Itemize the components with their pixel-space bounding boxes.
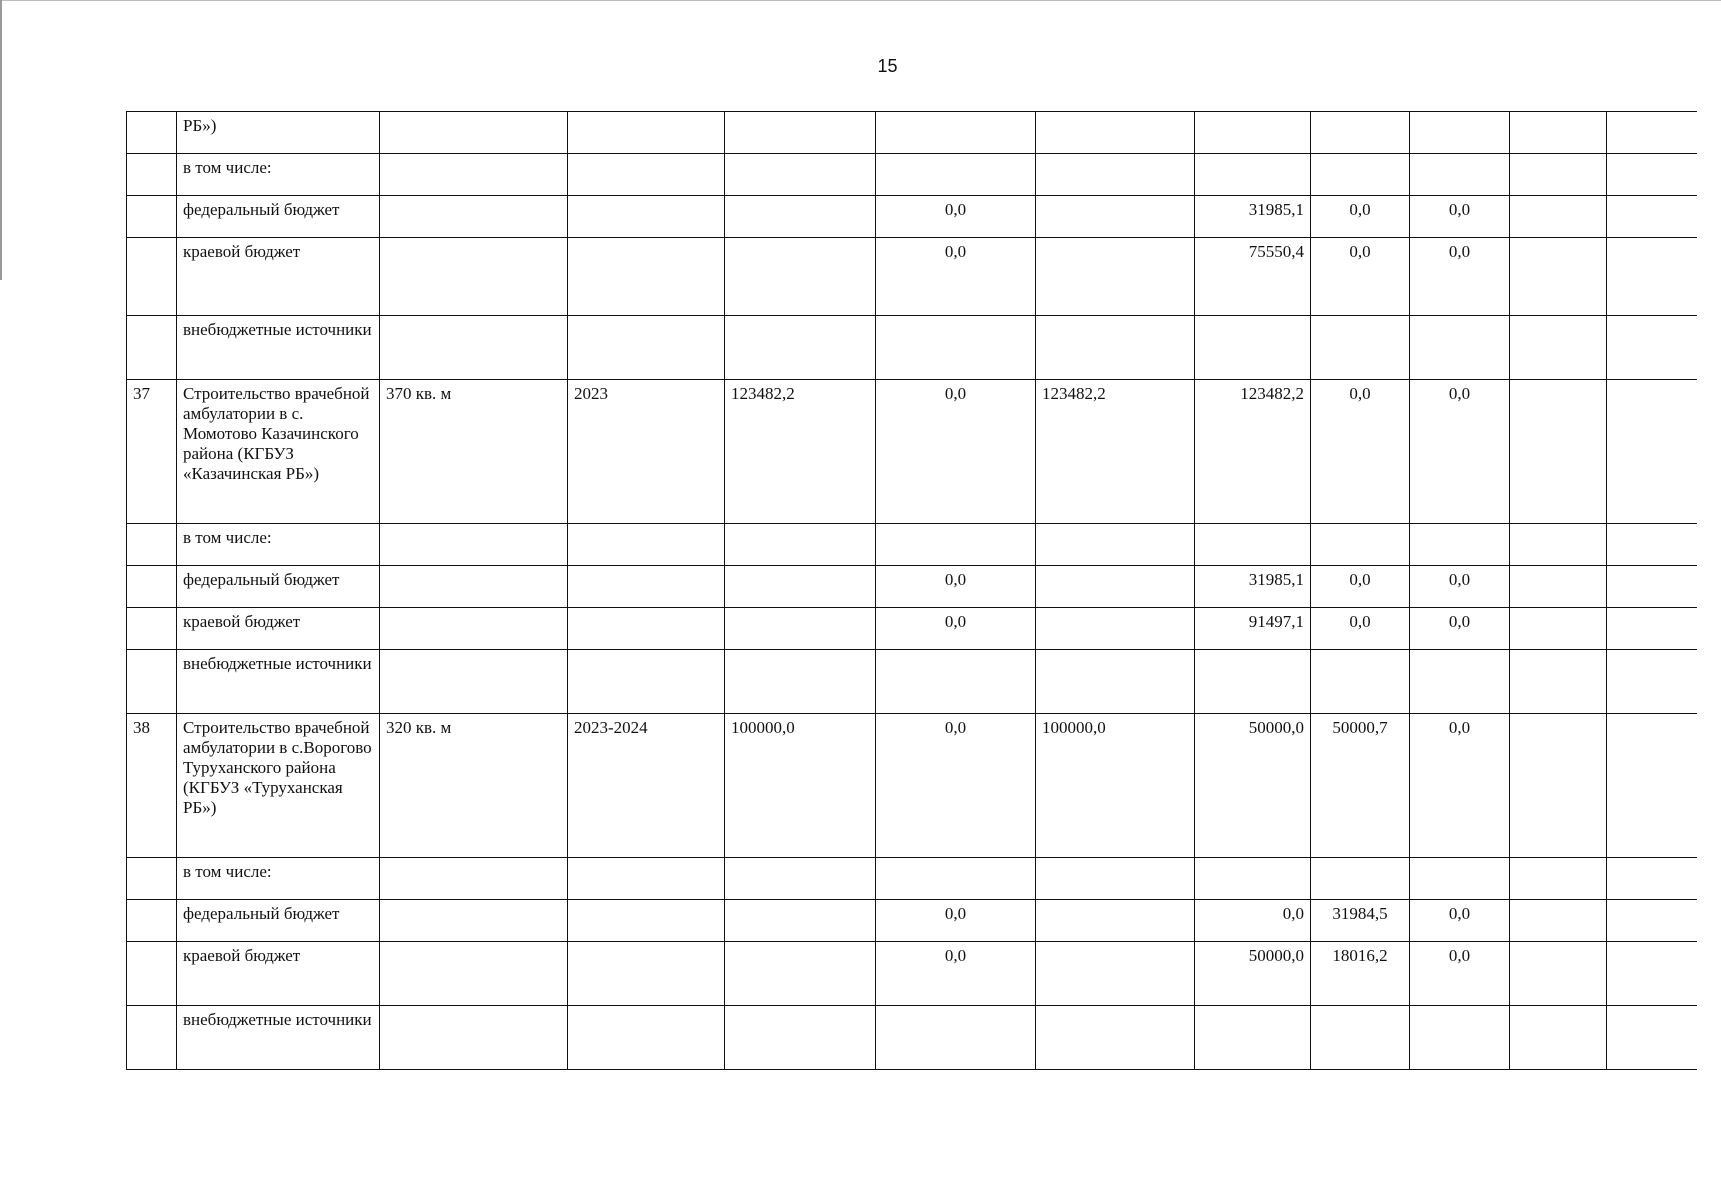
capacity-cell <box>380 524 568 566</box>
empty-cell <box>1510 608 1607 650</box>
funding-cell <box>1410 858 1510 900</box>
capacity-cell <box>380 1006 568 1070</box>
funding-cell <box>1311 154 1410 196</box>
row-number-cell <box>127 650 177 714</box>
period-cell: 2023-2024 <box>568 714 725 858</box>
funding-cell: 0,0 <box>1311 196 1410 238</box>
row-number-cell <box>127 858 177 900</box>
cost-cell <box>725 650 876 714</box>
funding-cell: 0,0 <box>1195 900 1311 942</box>
capacity-cell: 320 кв. м <box>380 714 568 858</box>
funding-cell: 31985,1 <box>1195 566 1311 608</box>
funding-cell <box>876 112 1036 154</box>
period-cell <box>568 238 725 316</box>
empty-cell <box>1607 196 1697 238</box>
row-number-cell <box>127 238 177 316</box>
empty-cell <box>1510 380 1607 524</box>
empty-cell <box>1510 900 1607 942</box>
cost-cell <box>725 524 876 566</box>
item-name-cell: внебюджетные источники <box>177 650 380 714</box>
row-number-cell: 37 <box>127 380 177 524</box>
funding-cell <box>1410 154 1510 196</box>
funding-cell <box>1036 196 1195 238</box>
capacity-cell <box>380 942 568 1006</box>
cost-cell <box>725 608 876 650</box>
scan-edge-left <box>0 0 2 280</box>
table-row <box>127 1006 1697 1070</box>
empty-cell <box>1510 714 1607 858</box>
funding-cell <box>1195 524 1311 566</box>
table-row <box>127 714 1697 858</box>
empty-cell <box>1607 900 1697 942</box>
table-row <box>127 380 1697 524</box>
funding-cell: 0,0 <box>1410 714 1510 858</box>
cost-cell <box>725 566 876 608</box>
funding-cell: 0,0 <box>876 942 1036 1006</box>
period-cell <box>568 858 725 900</box>
capacity-cell <box>380 566 568 608</box>
funding-cell <box>1036 566 1195 608</box>
capacity-cell <box>380 608 568 650</box>
capacity-cell <box>380 196 568 238</box>
empty-cell <box>1607 238 1697 316</box>
table-row <box>127 858 1697 900</box>
funding-cell: 0,0 <box>1311 238 1410 316</box>
funding-cell: 0,0 <box>1410 608 1510 650</box>
table-row <box>127 566 1697 608</box>
item-name-cell: федеральный бюджет <box>177 900 380 942</box>
item-name-cell: в том числе: <box>177 524 380 566</box>
table-row <box>127 238 1697 316</box>
cost-cell: 100000,0 <box>725 714 876 858</box>
funding-cell <box>1410 1006 1510 1070</box>
row-number-cell <box>127 316 177 380</box>
funding-cell <box>1410 524 1510 566</box>
empty-cell <box>1510 566 1607 608</box>
cost-cell: 123482,2 <box>725 380 876 524</box>
funding-cell <box>1410 650 1510 714</box>
table-row <box>127 154 1697 196</box>
empty-cell <box>1510 112 1607 154</box>
funding-cell <box>1410 316 1510 380</box>
table-row <box>127 942 1697 1006</box>
period-cell <box>568 154 725 196</box>
row-number-cell <box>127 196 177 238</box>
empty-cell <box>1607 112 1697 154</box>
item-name-cell: федеральный бюджет <box>177 566 380 608</box>
funding-cell: 91497,1 <box>1195 608 1311 650</box>
funding-cell: 100000,0 <box>1036 714 1195 858</box>
empty-cell <box>1510 524 1607 566</box>
item-name-cell: краевой бюджет <box>177 608 380 650</box>
item-name-cell: РБ») <box>177 112 380 154</box>
funding-cell <box>1311 858 1410 900</box>
funding-cell: 0,0 <box>876 566 1036 608</box>
funding-cell: 50000,0 <box>1195 942 1311 1006</box>
period-cell: 2023 <box>568 380 725 524</box>
empty-cell <box>1510 942 1607 1006</box>
funding-cell: 0,0 <box>876 608 1036 650</box>
funding-cell <box>1311 650 1410 714</box>
empty-cell <box>1510 154 1607 196</box>
row-number-cell <box>127 112 177 154</box>
table-row <box>127 112 1697 154</box>
funding-cell: 50000,0 <box>1195 714 1311 858</box>
funding-cell: 0,0 <box>1311 608 1410 650</box>
funding-cell: 0,0 <box>1311 380 1410 524</box>
row-number-cell <box>127 566 177 608</box>
funding-cell: 0,0 <box>876 196 1036 238</box>
funding-cell: 50000,7 <box>1311 714 1410 858</box>
empty-cell <box>1510 1006 1607 1070</box>
item-name-cell: внебюджетные источники <box>177 316 380 380</box>
funding-cell: 75550,4 <box>1195 238 1311 316</box>
funding-cell: 18016,2 <box>1311 942 1410 1006</box>
funding-cell: 0,0 <box>1410 900 1510 942</box>
period-cell <box>568 316 725 380</box>
empty-cell <box>1607 154 1697 196</box>
funding-cell: 0,0 <box>1311 566 1410 608</box>
funding-cell: 0,0 <box>1410 238 1510 316</box>
funding-cell <box>1036 942 1195 1006</box>
table-row <box>127 650 1697 714</box>
funding-cell: 0,0 <box>876 238 1036 316</box>
funding-cell <box>1311 112 1410 154</box>
funding-cell <box>1036 858 1195 900</box>
period-cell <box>568 566 725 608</box>
empty-cell <box>1607 1006 1697 1070</box>
item-name-cell: в том числе: <box>177 858 380 900</box>
period-cell <box>568 1006 725 1070</box>
funding-cell <box>876 524 1036 566</box>
table-row <box>127 524 1697 566</box>
funding-cell <box>1036 1006 1195 1070</box>
row-number-cell <box>127 154 177 196</box>
funding-cell <box>876 858 1036 900</box>
empty-cell <box>1510 316 1607 380</box>
funding-cell: 0,0 <box>1410 566 1510 608</box>
scan-edge-top <box>0 0 1721 1</box>
funding-cell <box>1036 316 1195 380</box>
funding-cell <box>1311 316 1410 380</box>
item-name-cell: в том числе: <box>177 154 380 196</box>
empty-cell <box>1607 650 1697 714</box>
funding-cell: 0,0 <box>876 900 1036 942</box>
budget-table <box>126 111 1697 1070</box>
empty-cell <box>1607 858 1697 900</box>
period-cell <box>568 112 725 154</box>
funding-cell <box>1410 112 1510 154</box>
cost-cell <box>725 238 876 316</box>
empty-cell <box>1510 858 1607 900</box>
row-number-cell: 38 <box>127 714 177 858</box>
cost-cell <box>725 154 876 196</box>
capacity-cell <box>380 154 568 196</box>
row-number-cell <box>127 608 177 650</box>
table-row <box>127 196 1697 238</box>
cost-cell <box>725 900 876 942</box>
empty-cell <box>1510 650 1607 714</box>
funding-cell <box>876 316 1036 380</box>
funding-cell <box>1311 524 1410 566</box>
period-cell <box>568 942 725 1006</box>
capacity-cell <box>380 650 568 714</box>
capacity-cell <box>380 112 568 154</box>
empty-cell <box>1607 316 1697 380</box>
funding-cell <box>876 154 1036 196</box>
funding-cell <box>1195 858 1311 900</box>
funding-cell <box>1036 900 1195 942</box>
cost-cell <box>725 858 876 900</box>
capacity-cell <box>380 900 568 942</box>
funding-cell <box>1036 112 1195 154</box>
funding-cell: 123482,2 <box>1036 380 1195 524</box>
capacity-cell <box>380 858 568 900</box>
capacity-cell <box>380 316 568 380</box>
funding-cell <box>1195 650 1311 714</box>
funding-cell <box>1036 238 1195 316</box>
funding-cell <box>1036 524 1195 566</box>
funding-cell <box>1195 154 1311 196</box>
cost-cell <box>725 942 876 1006</box>
item-name-cell: краевой бюджет <box>177 238 380 316</box>
empty-cell <box>1607 566 1697 608</box>
funding-cell <box>876 1006 1036 1070</box>
funding-cell <box>1195 1006 1311 1070</box>
table-row <box>127 900 1697 942</box>
period-cell <box>568 196 725 238</box>
capacity-cell: 370 кв. м <box>380 380 568 524</box>
funding-cell: 0,0 <box>1410 942 1510 1006</box>
funding-cell: 123482,2 <box>1195 380 1311 524</box>
period-cell <box>568 900 725 942</box>
table-row <box>127 608 1697 650</box>
page-number: 15 <box>877 56 898 76</box>
table-row <box>127 316 1697 380</box>
funding-cell: 0,0 <box>1410 380 1510 524</box>
period-cell <box>568 608 725 650</box>
empty-cell <box>1607 608 1697 650</box>
item-name-cell: краевой бюджет <box>177 942 380 1006</box>
funding-cell: 0,0 <box>1410 196 1510 238</box>
capacity-cell <box>380 238 568 316</box>
item-name-cell: внебюджетные источники <box>177 1006 380 1070</box>
cost-cell <box>725 196 876 238</box>
funding-cell <box>1195 316 1311 380</box>
period-cell <box>568 524 725 566</box>
empty-cell <box>1607 524 1697 566</box>
funding-cell <box>876 650 1036 714</box>
empty-cell <box>1607 942 1697 1006</box>
funding-cell <box>1036 608 1195 650</box>
row-number-cell <box>127 942 177 1006</box>
empty-cell <box>1607 380 1697 524</box>
funding-cell: 31984,5 <box>1311 900 1410 942</box>
item-name-cell: федеральный бюджет <box>177 196 380 238</box>
period-cell <box>568 650 725 714</box>
funding-cell: 31985,1 <box>1195 196 1311 238</box>
item-name-cell: Строительство врачебной амбулатории в с.Ворогово Туруханского района (КГБУЗ «Туруханская РБ») <box>177 714 380 858</box>
empty-cell <box>1510 238 1607 316</box>
empty-cell <box>1510 196 1607 238</box>
funding-cell <box>1311 1006 1410 1070</box>
empty-cell <box>1607 714 1697 858</box>
row-number-cell <box>127 524 177 566</box>
cost-cell <box>725 112 876 154</box>
funding-cell: 0,0 <box>876 714 1036 858</box>
row-number-cell <box>127 1006 177 1070</box>
cost-cell <box>725 1006 876 1070</box>
funding-cell <box>1036 154 1195 196</box>
funding-cell <box>1036 650 1195 714</box>
funding-cell <box>1195 112 1311 154</box>
funding-cell: 0,0 <box>876 380 1036 524</box>
row-number-cell <box>127 900 177 942</box>
cost-cell <box>725 316 876 380</box>
item-name-cell: Строительство врачебной амбулатории в с. Момотово Казачинского района (КГБУЗ «Казачинская РБ») <box>177 380 380 524</box>
